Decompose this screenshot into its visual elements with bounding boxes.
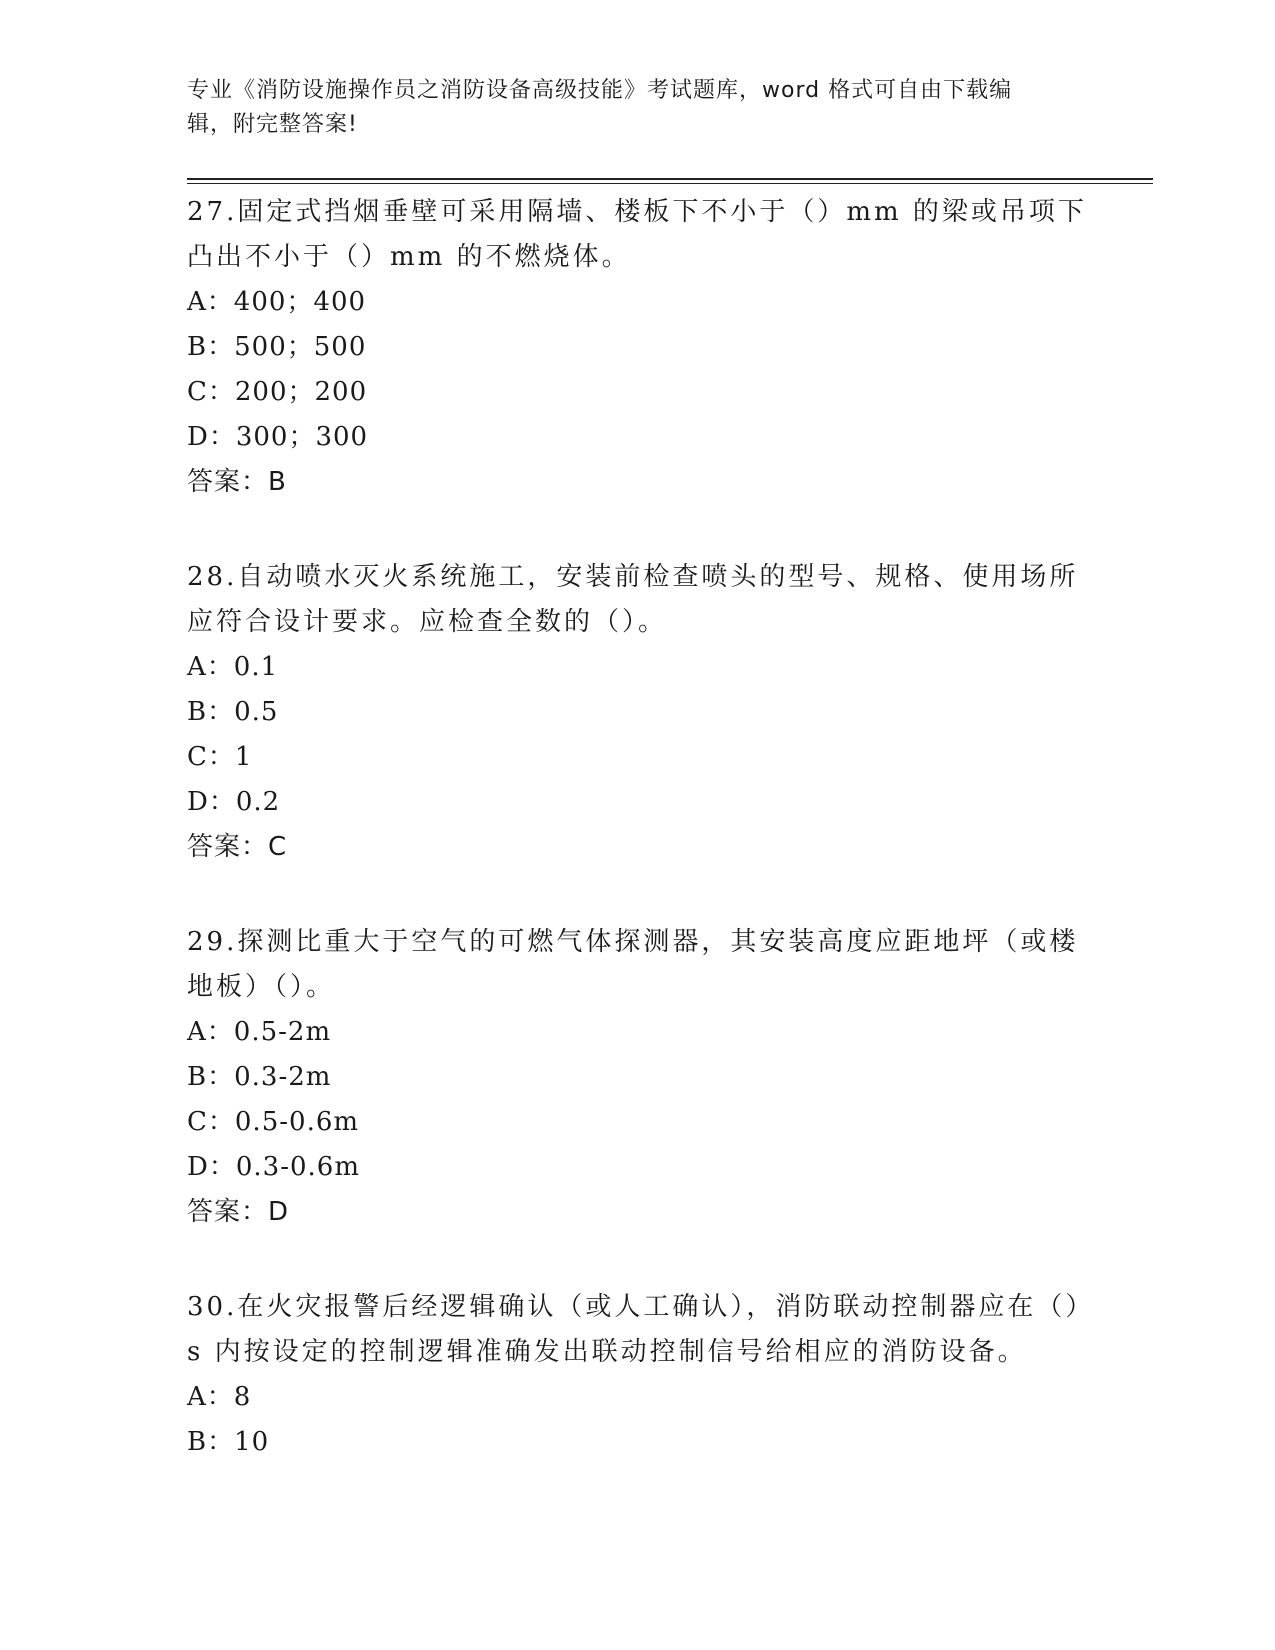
- option-a: A：8: [187, 1382, 252, 1412]
- option-b: B：500；500: [187, 332, 367, 362]
- option-c: C：1: [187, 742, 253, 772]
- question-30: [187, 1285, 1087, 1465]
- answer-line: 答案：B: [187, 467, 287, 497]
- header-divider-thin: [187, 183, 1153, 184]
- option-a: A：0.1: [187, 652, 279, 682]
- answer-line: 答案：D: [187, 1197, 290, 1227]
- option-c: C：0.5-0.6m: [187, 1107, 360, 1137]
- option-b: B：0.5: [187, 697, 279, 727]
- question-stem: 27.固定式挡烟垂壁可采用隔墙、楼板下不小于（）mm 的梁或吊项下凸出不小于（）mm 的不燃烧体。: [187, 197, 1087, 272]
- question-28: [187, 555, 1087, 870]
- option-b: B：10: [187, 1427, 270, 1457]
- option-d: D：0.2: [187, 787, 281, 817]
- question-stem: 28.自动喷水灭火系统施工，安装前检查喷头的型号、规格、使用场所应符合设计要求。应检查全数的（）。: [187, 562, 1079, 637]
- header-divider-thick: [187, 178, 1153, 180]
- option-c: C：200；200: [187, 377, 368, 407]
- question-29: [187, 920, 1087, 1235]
- option-a: A：400；400: [187, 287, 367, 317]
- question-stem: 29.探测比重大于空气的可燃气体探测器，其安装高度应距地坪（或楼地板）（）。: [187, 927, 1079, 1002]
- header-line-2: 辑，附完整答案!: [187, 112, 358, 137]
- option-b: B：0.3-2m: [187, 1062, 332, 1092]
- option-a: A：0.5-2m: [187, 1017, 332, 1047]
- question-list: [187, 190, 1087, 1515]
- document-header: [187, 74, 1067, 142]
- option-d: D：300；300: [187, 422, 369, 452]
- header-line-1: 专业《消防设施操作员之消防设备高级技能》考试题库，word 格式可自由下载编: [187, 78, 1013, 103]
- option-d: D：0.3-0.6m: [187, 1152, 360, 1182]
- question-27: [187, 190, 1087, 505]
- question-stem: 30.在火灾报警后经逻辑确认（或人工确认），消防联动控制器应在（）s 内按设定的控制逻辑准确发出联动控制信号给相应的消防设备。: [187, 1292, 1082, 1367]
- answer-line: 答案：C: [187, 832, 288, 862]
